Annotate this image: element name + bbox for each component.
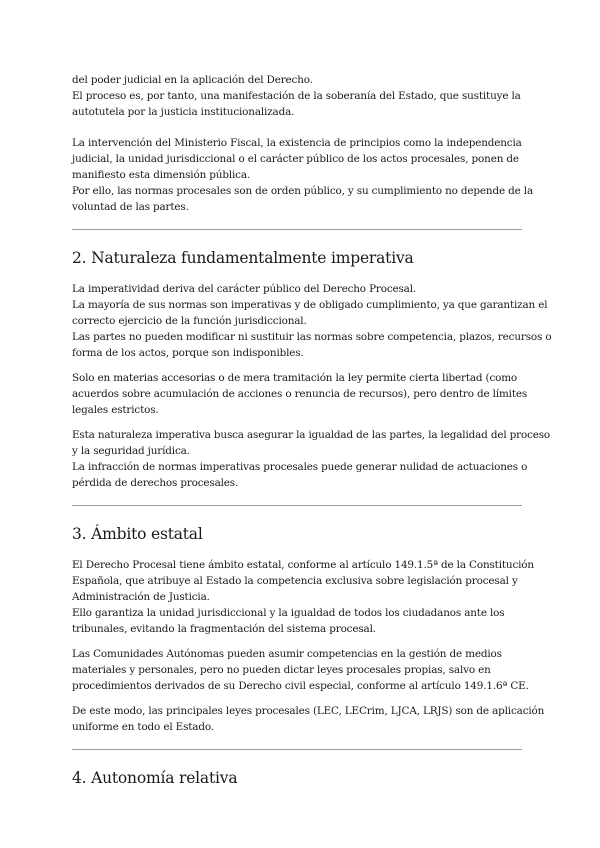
text-line: voluntad de las partes. bbox=[72, 201, 189, 213]
text-line: De este modo, las principales leyes procesales (LEC, LECrim, LJCA, LRJS) son de aplicación bbox=[72, 705, 545, 717]
section-2-paragraph-2 bbox=[72, 370, 532, 418]
text-line: correcto ejercicio de la función jurisdiccional. bbox=[72, 315, 307, 327]
text-line: Ello garantiza la unidad jurisdiccional y la igualdad de todos los ciudadanos ante los bbox=[72, 607, 505, 619]
text-line: pérdida de derechos procesales. bbox=[72, 477, 239, 489]
text-line: La imperatividad deriva del carácter público del Derecho Procesal. bbox=[72, 283, 417, 295]
text-line: del poder judicial en la aplicación del Derecho. bbox=[72, 74, 313, 86]
section-divider bbox=[72, 749, 522, 750]
text-line: judicial, la unidad jurisdiccional o el carácter público de los actos procesales, ponen de bbox=[72, 153, 519, 165]
text-line: Las Comunidades Autónomas pueden asumir competencias en la gestión de medios bbox=[72, 648, 502, 660]
text-line: acuerdos sobre acumulación de acciones o renuncia de recursos), pero dentro de límites bbox=[72, 388, 528, 400]
text-line: Las partes no pueden modificar ni sustituir las normas sobre competencia, plazos, recursos o bbox=[72, 331, 552, 343]
text-line: Por ello, las normas procesales son de orden público, y su cumplimiento no depende de la bbox=[72, 185, 533, 197]
text-line: y la seguridad jurídica. bbox=[72, 445, 190, 457]
section-2-heading: 2. Naturaleza fundamentalmente imperativa bbox=[72, 249, 414, 267]
page-content bbox=[72, 72, 552, 801]
text-line: uniforme en todo el Estado. bbox=[72, 721, 214, 733]
text-line: La intervención del Ministerio Fiscal, la existencia de principios como la independencia bbox=[72, 137, 522, 149]
text-line: materiales y personales, pero no pueden dictar leyes procesales propias, salvo en bbox=[72, 664, 491, 676]
text-line: El Derecho Procesal tiene ámbito estatal, conforme al artículo 149.1.5ª de la Constitución bbox=[72, 559, 534, 571]
text-line: La infracción de normas imperativas procesales puede generar nulidad de actuaciones o bbox=[72, 461, 528, 473]
section-3-paragraph-3 bbox=[72, 703, 545, 735]
section-3-paragraph-1 bbox=[72, 557, 532, 637]
text-line: forma de los actos, porque son indisponibles. bbox=[72, 347, 304, 359]
section-3-heading: 3. Ámbito estatal bbox=[72, 525, 203, 543]
section-3-paragraph-2 bbox=[72, 646, 532, 694]
intro-paragraph-1 bbox=[72, 72, 532, 120]
text-line: tribunales, evitando la fragmentación del sistema procesal. bbox=[72, 623, 376, 635]
text-line: autotutela por la justicia institucionalizada. bbox=[72, 106, 295, 118]
text-line: El proceso es, por tanto, una manifestación de la soberanía del Estado, que sustituye la bbox=[72, 90, 521, 102]
text-line: legales estrictos. bbox=[72, 404, 159, 416]
section-2-paragraph-3 bbox=[72, 427, 551, 491]
section-divider bbox=[72, 505, 522, 506]
text-line: Española, que atribuye al Estado la competencia exclusiva sobre legislación procesal y bbox=[72, 575, 518, 587]
section-4-heading: 4. Autonomía relativa bbox=[72, 769, 238, 787]
text-line: Solo en materias accesorias o de mera tramitación la ley permite cierta libertad (como bbox=[72, 372, 518, 384]
text-line: Administración de Justicia. bbox=[72, 591, 210, 603]
section-2-paragraph-1 bbox=[72, 281, 552, 361]
text-line: manifiesto esta dimensión pública. bbox=[72, 169, 251, 181]
section-divider bbox=[72, 229, 522, 230]
text-line: La mayoría de sus normas son imperativas y de obligado cumplimiento, ya que garantizan el bbox=[72, 299, 548, 311]
text-line: Esta naturaleza imperativa busca asegurar la igualdad de las partes, la legalidad del proceso bbox=[72, 429, 551, 441]
text-line: procedimientos derivados de su Derecho civil especial, conforme al artículo 149.1.6ª CE. bbox=[72, 680, 529, 692]
intro-paragraph-2 bbox=[72, 135, 532, 215]
